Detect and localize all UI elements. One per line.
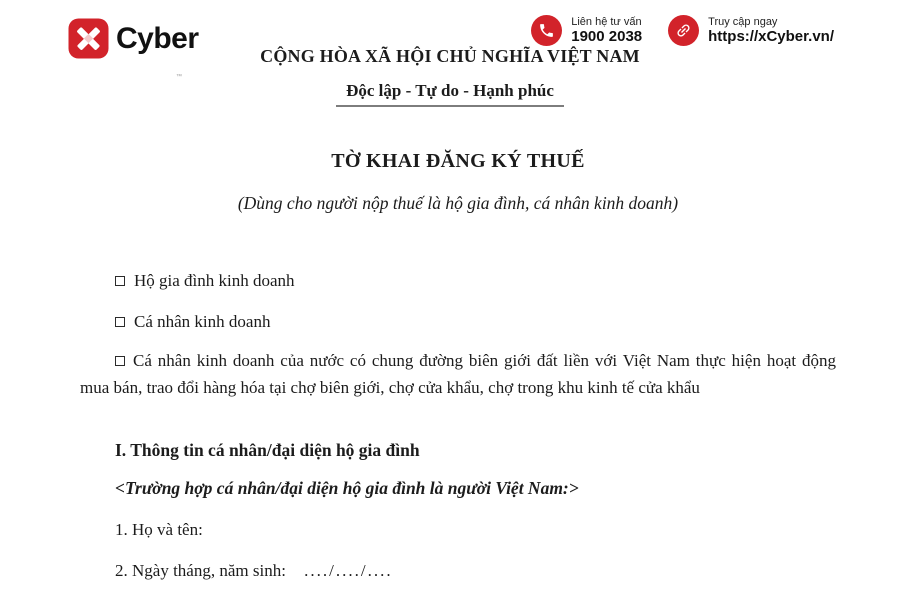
link-icon	[668, 15, 699, 46]
national-motto: Độc lập - Tự do - Hạnh phúc	[336, 81, 564, 107]
xcyber-logo-icon	[68, 18, 109, 59]
phone-contact	[531, 15, 642, 46]
checkbox-icon[interactable]	[115, 356, 125, 366]
field-label: 1. Họ và tên:	[115, 520, 203, 539]
section-1-note: <Trường hợp cá nhân/đại diện hộ gia đình là người Việt Nam:>	[115, 478, 579, 498]
section-1-heading: I. Thông tin cá nhân/đại diện hộ gia đình	[115, 440, 420, 460]
field-date-of-birth	[80, 561, 836, 581]
phone-icon	[531, 15, 562, 46]
checkbox-label: Cá nhân kinh doanh	[134, 312, 271, 331]
checkbox-icon[interactable]	[115, 317, 125, 327]
document-subtitle: (Dùng cho người nộp thuế là hộ gia đình, cá nhân kinh doanh)	[237, 193, 679, 213]
checkbox-row-individual[interactable]	[80, 312, 836, 332]
website-contact	[668, 15, 834, 46]
field-full-name	[80, 520, 836, 540]
phone-label: Liên hệ tư vấn	[571, 15, 642, 28]
website-label: Truy cập ngay	[708, 15, 778, 28]
document-body	[80, 150, 836, 581]
checkbox-row-border-trader[interactable]	[80, 347, 836, 401]
brand-logo-text: Cyber	[116, 21, 199, 55]
national-title: CỘNG HÒA XÃ HỘI CHỦ NGHĨA VIỆT NAM	[260, 46, 640, 66]
contact-bar	[531, 15, 834, 46]
checkbox-icon[interactable]	[115, 276, 125, 286]
checkbox-label: Cá nhân kinh doanh của nước có chung đường biên giới đất liền với Việt Nam thực hiện hoạt động mua bán, trao đổi hàng hóa tại chợ biên giới, chợ cửa khẩu, chợ trong khu kinh tế cửa khẩu	[80, 351, 836, 397]
field-label: 2. Ngày tháng, năm sinh:	[115, 561, 286, 580]
checkbox-label: Hộ gia đình kinh doanh	[134, 271, 295, 290]
website-url[interactable]: https://xCyber.vn/	[708, 28, 834, 46]
document-header	[150, 46, 750, 107]
field-value: ..../..../....	[304, 561, 393, 580]
checkbox-row-household[interactable]	[80, 271, 836, 291]
brand-trademark: ™	[176, 74, 182, 80]
document-title: TỜ KHAI ĐĂNG KÝ THUẾ	[331, 150, 585, 172]
phone-number: 1900 2038	[571, 28, 643, 46]
